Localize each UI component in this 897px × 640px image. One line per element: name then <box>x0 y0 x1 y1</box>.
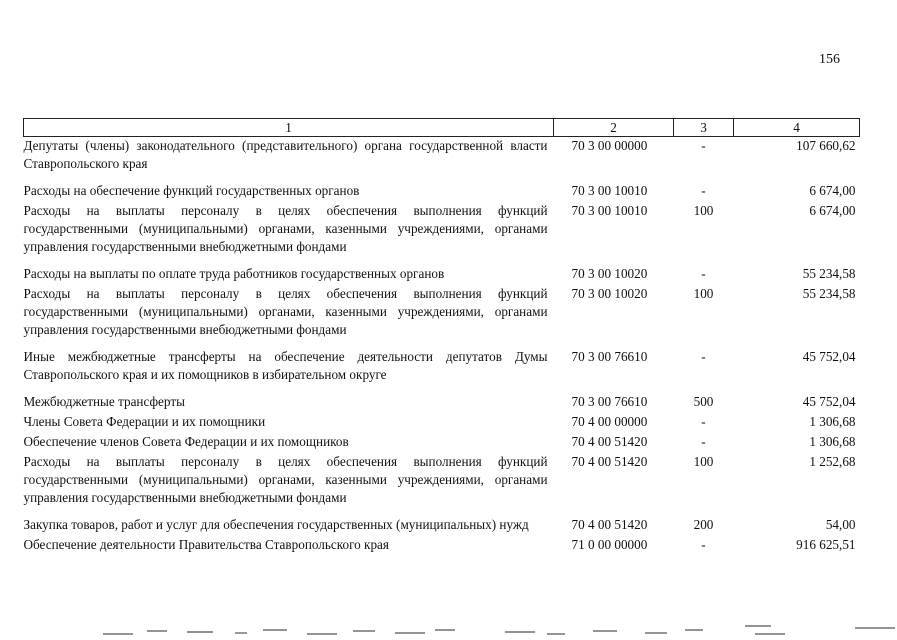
row-amount: 1 306,68 <box>809 414 856 429</box>
row-amount: 107 660,62 <box>796 138 856 153</box>
row-name: Закупка товаров, работ и услуг для обеспечения государственных (муниципальных) нужд <box>23 517 529 532</box>
table-row <box>24 393 860 413</box>
table-row <box>24 348 860 393</box>
row-type: 100 <box>693 203 714 218</box>
row-type: - <box>701 138 706 153</box>
row-amount: 45 752,04 <box>802 349 856 364</box>
row-code: 70 4 00 51420 <box>571 454 648 469</box>
row-type: 100 <box>693 454 714 469</box>
row-name: Расходы на выплаты персоналу в целях обеспечения выполнения функций государственными (муниципальными) органами, казенными учреждениями, органами управления государственными внебюджетными фондами <box>23 203 548 254</box>
row-code: 70 4 00 00000 <box>571 414 648 429</box>
row-type: - <box>701 537 706 552</box>
table-row <box>24 413 860 433</box>
table-row <box>24 453 860 516</box>
header-row <box>24 119 860 137</box>
row-type: - <box>701 183 706 198</box>
row-name: Межбюджетные трансферты <box>23 394 185 409</box>
row-code: 70 3 00 10010 <box>571 183 648 198</box>
table-row <box>24 536 860 554</box>
scan-artifact <box>95 622 895 640</box>
row-type: - <box>701 349 706 364</box>
row-amount: 54,00 <box>825 517 856 532</box>
row-name: Обеспечение членов Совета Федерации и их помощников <box>23 434 349 449</box>
row-type: 500 <box>693 394 714 409</box>
row-amount: 55 234,58 <box>802 266 856 281</box>
row-amount: 6 674,00 <box>809 183 856 198</box>
row-code: 70 4 00 51420 <box>571 434 648 449</box>
header-col-1: 1 <box>24 119 554 137</box>
row-code: 70 3 00 10020 <box>571 286 648 301</box>
table-row <box>24 182 860 202</box>
budget-table <box>23 118 860 554</box>
row-name: Иные межбюджетные трансферты на обеспечение деятельности депутатов Думы Ставропольского края и их помощников в избирательном округе <box>23 349 548 382</box>
row-code: 71 0 00 00000 <box>571 537 648 552</box>
row-type: - <box>701 266 706 281</box>
row-amount: 45 752,04 <box>802 394 856 409</box>
row-name: Расходы на обеспечение функций государственных органов <box>23 183 360 198</box>
table-body <box>24 137 860 555</box>
header-col-3: 3 <box>674 119 734 137</box>
table-row <box>24 265 860 285</box>
table-header <box>24 119 860 137</box>
row-amount: 6 674,00 <box>809 203 856 218</box>
row-amount: 1 306,68 <box>809 434 856 449</box>
row-code: 70 4 00 51420 <box>571 517 648 532</box>
row-name: Обеспечение деятельности Правительства Ставропольского края <box>23 537 389 552</box>
row-code: 70 3 00 00000 <box>571 138 648 153</box>
row-type: 100 <box>693 286 714 301</box>
row-amount: 916 625,51 <box>796 537 856 552</box>
row-code: 70 3 00 10010 <box>571 203 648 218</box>
header-col-4: 4 <box>734 119 860 137</box>
row-amount: 55 234,58 <box>802 286 856 301</box>
row-code: 70 3 00 10020 <box>571 266 648 281</box>
table-row <box>24 202 860 265</box>
table-row <box>24 137 860 183</box>
row-name: Расходы на выплаты персоналу в целях обеспечения выполнения функций государственными (муниципальными) органами, казенными учреждениями, органами управления государственными внебюджетными фондами <box>23 286 548 337</box>
row-code: 70 3 00 76610 <box>571 394 648 409</box>
page-number: 156 <box>819 52 840 67</box>
row-type: - <box>701 434 706 449</box>
row-name: Расходы на выплаты персоналу в целях обеспечения выполнения функций государственными (муниципальными) органами, казенными учреждениями, органами управления государственными внебюджетными фондами <box>23 454 548 505</box>
row-type: - <box>701 414 706 429</box>
table-row <box>24 433 860 453</box>
row-code: 70 3 00 76610 <box>571 349 648 364</box>
header-col-2: 2 <box>554 119 674 137</box>
row-name: Расходы на выплаты по оплате труда работников государственных органов <box>23 266 445 281</box>
row-name: Члены Совета Федерации и их помощники <box>23 414 266 429</box>
table-row <box>24 285 860 348</box>
table-row <box>24 516 860 536</box>
row-type: 200 <box>693 517 714 532</box>
row-amount: 1 252,68 <box>809 454 856 469</box>
row-name: Депутаты (члены) законодательного (представительного) органа государственной власти Ставропольского края <box>23 138 548 171</box>
